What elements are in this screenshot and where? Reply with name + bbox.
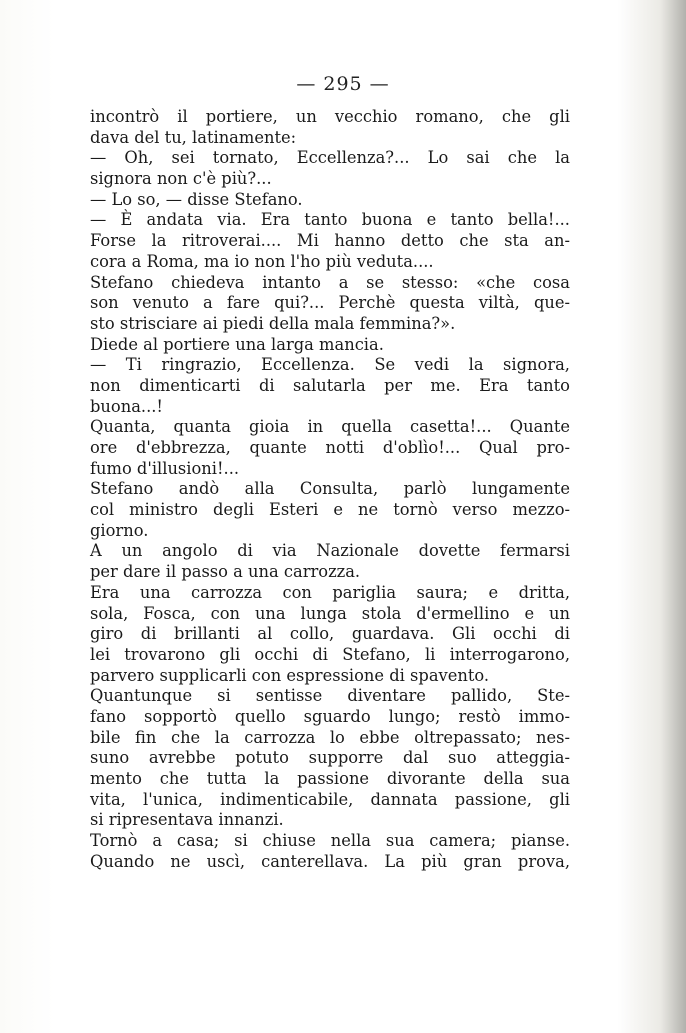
- text-line: si ripresentava innanzi.: [90, 810, 284, 830]
- text-line: suno avrebbe potuto supporre dal suo atteggia-: [90, 748, 570, 768]
- text-line: non dimenticarti di salutarla per me. Era tanto: [90, 375, 570, 395]
- text-line: fumo d'illusioni!...: [90, 458, 240, 478]
- text-line: Quanta, quanta gioia in quella casetta!... Quante: [90, 417, 570, 437]
- text-line: mento che tutta la passione divorante della sua: [90, 769, 570, 788]
- text-line: — Ti ringrazio, Eccellenza. Se vedi la signora,: [90, 355, 570, 375]
- page-edge-shadow: [660, 0, 686, 1033]
- text-line: fano sopportò quello sguardo lungo; restò immo-: [90, 706, 570, 726]
- text-line: Quando ne uscì, canterellava. La più gran prova,: [90, 851, 570, 871]
- text-line: Stefano andò alla Consulta, parlò lungamente: [90, 479, 570, 499]
- text-line: incontrò il portiere, un vecchio romano, che gli: [90, 107, 570, 126]
- text-line: Diede al portiere una larga mancia.: [90, 334, 384, 354]
- text-line: ore d'ebbrezza, quante notti d'oblìo!... Qual pro-: [90, 438, 570, 457]
- text-line: dava del tu, latinamente:: [90, 127, 297, 147]
- text-line: bile fin che la carrozza lo ebbe oltrepassato; nes-: [90, 727, 570, 747]
- text-line: A un angolo di via Nazionale dovette fermarsi: [90, 541, 570, 561]
- text-line: col ministro degli Esteri e ne tornò verso mezzo-: [90, 500, 570, 520]
- text-line: parvero supplicarli con espressione di spavento.: [90, 665, 490, 685]
- text-line: — Lo so, — disse Stefano.: [90, 189, 303, 209]
- text-line: vita, l'unica, indimenticabile, dannata passione, gli: [90, 789, 570, 809]
- text-line: lei trovarono gli occhi di Stefano, li interrogarono,: [90, 644, 570, 664]
- text-line: cora a Roma, ma io non l'ho più veduta....: [90, 251, 434, 271]
- text-line: Tornò a casa; si chiuse nella sua camera; pianse.: [90, 831, 570, 851]
- page-number: — 295 —: [296, 73, 390, 95]
- text-line: Stefano chiedeva intanto a se stesso: «che cosa: [90, 272, 570, 292]
- text-line: son venuto a fare qui?... Perchè questa viltà, que-: [90, 293, 570, 313]
- text-line: Quantunque si sentisse diventare pallido, Ste-: [90, 686, 570, 706]
- text-line: giro di brillanti al collo, guardava. Gli occhi di: [90, 624, 570, 644]
- text-line: sola, Fosca, con una lunga stola d'ermellino e un: [90, 603, 570, 623]
- text-line: giorno.: [90, 520, 149, 540]
- text-line: Forse la ritroverai.... Mi hanno detto che sta an-: [90, 231, 570, 251]
- body-text: [90, 107, 570, 872]
- text-line: signora non c'è più?...: [90, 169, 272, 189]
- text-line: buona...!: [90, 396, 163, 416]
- text-line: Era una carrozza con pariglia saura; e dritta,: [90, 582, 570, 602]
- text-line: — È andata via. Era tanto buona e tanto bella!...: [90, 210, 570, 230]
- text-line: sto strisciare ai piedi della mala femmina?».: [90, 313, 456, 333]
- text-line: — Oh, sei tornato, Eccellenza?... Lo sai che la: [90, 148, 570, 168]
- text-line: per dare il passo a una carrozza.: [90, 562, 361, 582]
